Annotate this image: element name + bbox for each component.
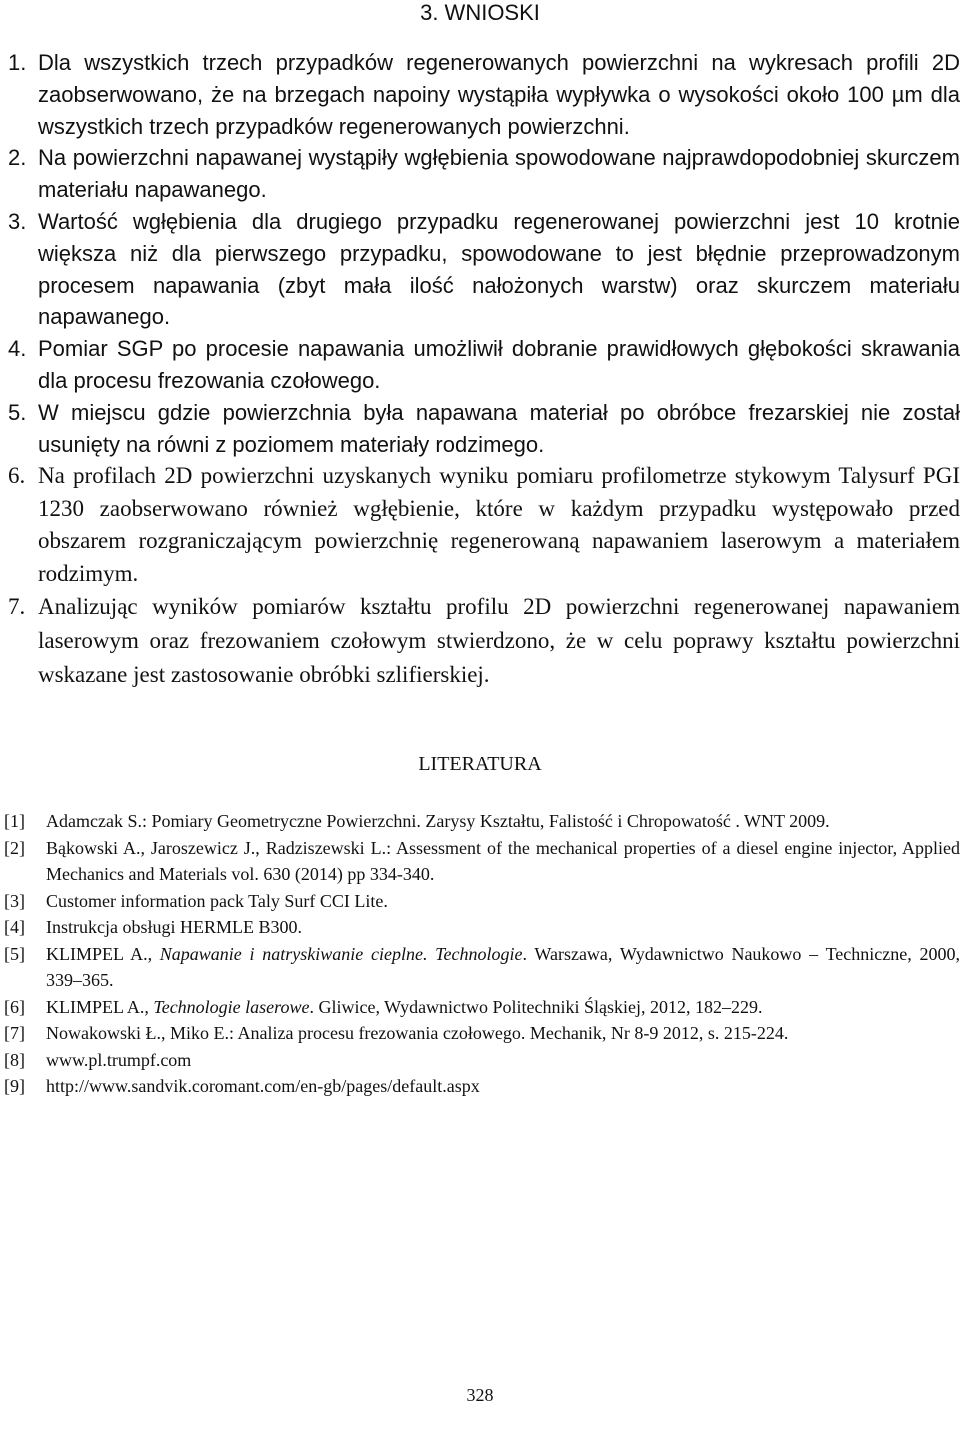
reference-item <box>4 994 960 1021</box>
reference-authors: KLIMPEL A., <box>46 943 160 964</box>
conclusion-number: 1. <box>8 50 27 75</box>
reference-item <box>4 941 960 994</box>
reference-text: Instrukcja obsługi HERMLE B300. <box>46 917 302 937</box>
conclusion-text: W miejscu gdzie powierzchnia była napawana materiał po obróbce frezarskiej nie został usunięty na równi z poziomem materiały rodzimego. <box>38 399 960 457</box>
reference-title: Technologie laserowe <box>153 996 310 1017</box>
conclusion-text: Pomiar SGP po procesie napawania umożliwił dobranie prawidłowych głębokości skrawania dla procesu frezowania czołowego. <box>38 336 960 393</box>
reference-number: [8] <box>4 1049 25 1070</box>
reference-number: [9] <box>4 1076 25 1096</box>
conclusion-text: Analizując wyników pomiarów kształtu profilu 2D powierzchni regenerowanej napawaniem laserowym oraz frezowaniem czołowym stwierdzono, że w celu poprawy kształtu powierzchni wskazane jest zastosowanie obróbki szlifierskiej. <box>38 594 960 688</box>
conclusion-number: 7. <box>8 594 26 620</box>
conclusion-number: 2. <box>8 145 27 171</box>
conclusions-list <box>8 47 960 692</box>
reference-item <box>4 808 960 835</box>
reference-publisher: . Warszawa, Wydawnictwo Naukowo – Techniczne, 2000, 339–365. <box>46 943 960 990</box>
reference-authors: KLIMPEL A., <box>46 996 154 1017</box>
reference-number: [1] <box>4 811 25 831</box>
reference-item <box>4 835 960 888</box>
reference-number: [4] <box>4 917 25 937</box>
reference-item <box>4 914 960 941</box>
conclusion-item <box>8 206 960 333</box>
conclusion-text: Na profilach 2D powierzchni uzyskanych wyniku pomiaru profilometrze stykowym Talysurf PGI 1230 zaobserwowano również wgłębienie, które w każdym przypadku występowało przed obszarem rozgraniczającym powierzchnię regenerowaną napawaniem laserowym a materiałem rodzimym. <box>38 463 960 586</box>
reference-text: Customer information pack Taly Surf CCI Lite. <box>46 890 388 911</box>
conclusion-item <box>8 47 960 142</box>
page-number: 328 <box>466 1385 494 1405</box>
reference-title: Napawanie i natryskiwanie cieplne. Technologie <box>159 943 523 964</box>
reference-number: [2] <box>4 837 25 858</box>
section-title: 3. WNIOSKI <box>420 0 540 25</box>
reference-publisher: . Gliwice, Wydawnictwo Politechniki Śląskiej, 2012, 182–229. <box>309 996 763 1017</box>
reference-item <box>4 1073 960 1100</box>
reference-item <box>4 888 960 915</box>
conclusion-text: Wartość wgłębienia dla drugiego przypadku regenerowanej powierzchni jest 10 krotnie większa niż dla pierwszego przypadku, spowodowane to jest błędnie przeprowadzonym procesem napawania (zbyt mała ilość nałożonych warstw) oraz skurczem materiału napawanego. <box>38 208 960 330</box>
conclusion-number: 3. <box>8 208 27 234</box>
reference-number: [6] <box>4 996 25 1017</box>
reference-number: [7] <box>4 1023 25 1043</box>
conclusion-number: 5. <box>8 399 27 425</box>
references-list <box>4 808 960 1100</box>
reference-item <box>4 1047 960 1074</box>
conclusion-text: Na powierzchni napawanej wystąpiły wgłębienia spowodowane najprawdopodobniej skurczem materiału napawanego. <box>38 145 960 203</box>
conclusion-text: Dla wszystkich trzech przypadków regenerowanych powierzchni na wykresach profili 2D zaobserwowano, że na brzegach napoiny wystąpiła wypływka o wysokości około 100 µm dla wszystkich trzech przypadków regenerowanych powierzchni. <box>38 50 960 139</box>
conclusion-item <box>8 333 960 397</box>
conclusion-number: 4. <box>8 336 27 362</box>
conclusion-item <box>8 590 960 692</box>
reference-text: Bąkowski A., Jaroszewicz J., Radziszewski L.: Assessment of the mechanical properties of a diesel engine injector, Applied Mechanics and Materials vol. 630 (2014) pp 334-340. <box>46 837 960 884</box>
reference-text: Adamczak S.: Pomiary Geometryczne Powierzchni. Zarysy Kształtu, Falistość i Chropowatość . WNT 2009. <box>46 811 830 831</box>
reference-text: Nowakowski Ł., Miko E.: Analiza procesu frezowania czołowego. Mechanik, Nr 8-9 2012, s. 215-224. <box>46 1023 789 1043</box>
reference-number: [5] <box>4 943 25 964</box>
conclusion-item <box>8 397 960 461</box>
conclusion-item <box>8 142 960 206</box>
reference-number: [3] <box>4 890 25 911</box>
reference-text: www.pl.trumpf.com <box>46 1049 192 1070</box>
conclusion-item <box>8 460 960 590</box>
reference-item <box>4 1020 960 1047</box>
literature-heading: LITERATURA <box>418 753 542 775</box>
conclusion-number: 6. <box>8 463 26 489</box>
reference-text: http://www.sandvik.coromant.com/en-gb/pages/default.aspx <box>46 1076 480 1096</box>
